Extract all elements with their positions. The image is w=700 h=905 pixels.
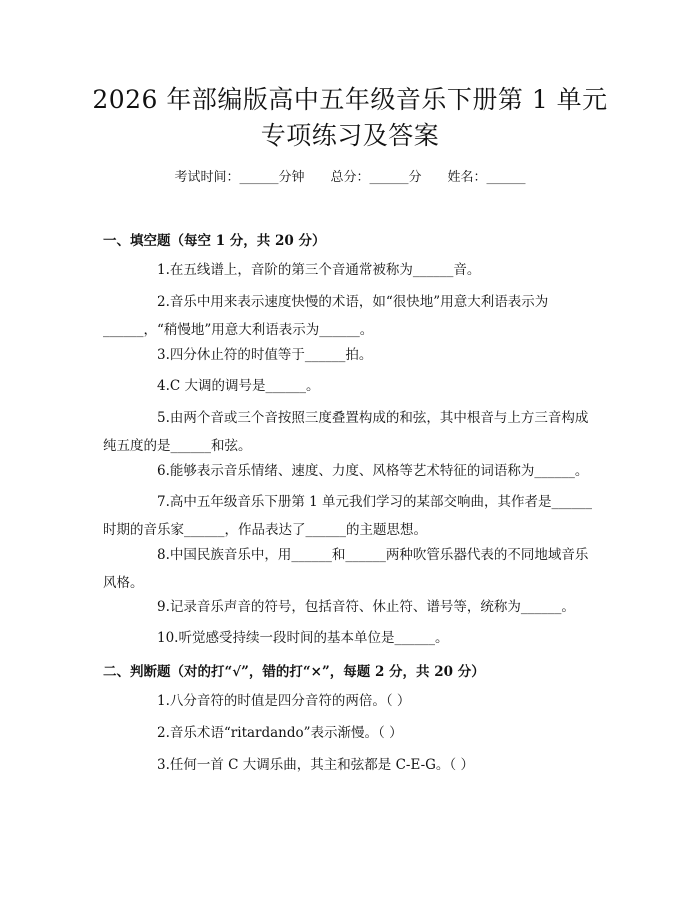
section-heading-true-false: 二、判断题（对的打“√”，错的打“×”，每题 2 分，共 20 分）: [103, 664, 485, 680]
question-item: [103, 624, 595, 652]
question-item: [103, 457, 595, 485]
question-item: [103, 372, 595, 400]
question-item: [103, 719, 595, 747]
question-text: 任何一首 C 大调乐曲，其主和弦都是 C-E-G。（ ）: [169, 757, 474, 773]
question-number: 2.: [157, 294, 170, 310]
question-text: C 大调的调号是______。: [169, 378, 320, 394]
question-item: [103, 488, 595, 544]
question-text: 听觉感受持续一段时间的基本单位是______。: [178, 630, 449, 646]
exam-meta: [0, 168, 700, 188]
question-number: 1.: [157, 693, 170, 709]
question-item: [103, 288, 595, 344]
question-text: 音乐中用来表示速度快慢的术语，如“很快地”用意大利语表示为______，“稍慢地”用意大利语表示为______。: [103, 294, 549, 338]
question-number: 5.: [157, 410, 170, 426]
question-text: 音乐术语“ritardando”表示渐慢。（ ）: [169, 725, 403, 741]
question-number: 7.: [157, 494, 170, 510]
question-number: 9.: [157, 599, 170, 615]
question-text: 能够表示音乐情绪、速度、力度、风格等艺术特征的词语称为______。: [169, 463, 589, 479]
question-text: 由两个音或三个音按照三度叠置构成的和弦，其中根音与上方三音构成纯五度的是______和弦。: [103, 410, 589, 454]
question-item: [103, 751, 595, 779]
question-text: 四分休止符的时值等于______拍。: [169, 347, 373, 363]
question-number: 3.: [157, 757, 170, 773]
question-number: 8.: [157, 547, 170, 563]
question-number: 1.: [157, 262, 170, 278]
question-number: 4.: [157, 378, 170, 394]
student-name-field: 姓名：______: [447, 170, 526, 185]
question-number: 3.: [157, 347, 170, 363]
page-title-line-1: 2026 年部编版高中五年级音乐下册第 1 单元: [92, 85, 608, 114]
question-number: 10.: [157, 630, 179, 646]
question-number: 2.: [157, 725, 170, 741]
question-item: [103, 256, 595, 284]
question-text: 高中五年级音乐下册第 1 单元我们学习的某部交响曲，其作者是______时期的音乐家______，作品表达了______的主题思想。: [103, 494, 593, 538]
question-item: [103, 541, 595, 597]
page-title-line-2: 专项练习及答案: [260, 121, 440, 150]
exam-time-field: 考试时间：______分钟: [174, 170, 305, 185]
question-item: [103, 404, 595, 460]
section-heading-fill-in: 一、填空题（每空 1 分，共 20 分）: [103, 233, 326, 249]
question-item: [103, 341, 595, 369]
question-text: 在五线谱上，音阶的第三个音通常被称为______音。: [169, 262, 481, 278]
question-text: 记录音乐声音的符号，包括音符、休止符、谱号等，统称为______。: [169, 599, 575, 615]
question-text: 中国民族音乐中，用______和______两种吹管乐器代表的不同地域音乐风格。: [103, 547, 589, 591]
total-score-field: 总分：______分: [330, 170, 422, 185]
question-text: 八分音符的时值是四分音符的两倍。（ ）: [169, 693, 411, 709]
question-item: [103, 687, 595, 715]
question-item: [103, 593, 595, 621]
question-number: 6.: [157, 463, 170, 479]
